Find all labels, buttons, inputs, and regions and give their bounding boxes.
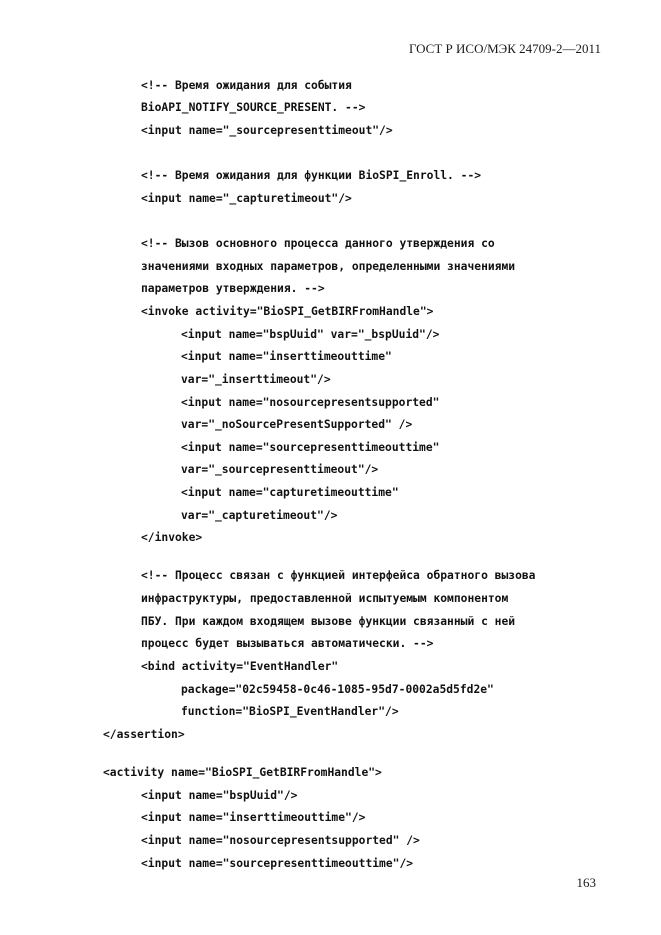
code-line: <input name="bspUuid" var="_bspUuid"/> — [181, 328, 440, 341]
code-line: <!-- Время ожидания для функции BioSPI_Enroll. --> — [141, 169, 482, 182]
code-line: var="_inserttimeout"/> — [181, 373, 331, 386]
code-line: package="02c59458-0c46-1085-95d7-0002a5d5fd2e" — [181, 683, 494, 696]
code-line: <input name="nosourcepresentsupported" /> — [141, 834, 420, 847]
code-line: <input name="_sourcepresenttimeout"/> — [141, 124, 393, 137]
code-line: <input name="sourcepresenttimeouttime"/> — [141, 857, 414, 870]
code-line: <activity name="BioSPI_GetBIRFromHandle"> — [103, 766, 382, 779]
code-line: var="_sourcepresenttimeout"/> — [181, 463, 379, 476]
code-line: <input name="nosourcepresentsupported" — [181, 396, 440, 409]
code-line: <!-- Время ожидания для события — [141, 79, 352, 92]
code-line: <input name="inserttimeouttime"/> — [141, 811, 366, 824]
code-line: <input name="_capturetimeout"/> — [141, 192, 352, 205]
code-line: <!-- Вызов основного процесса данного утверждения со — [141, 237, 495, 250]
code-line: процесс будет вызываться автоматически. --> — [141, 637, 434, 650]
code-line: значениями входных параметров, определенными значениями — [141, 260, 516, 273]
code-line: var="_capturetimeout"/> — [181, 509, 338, 522]
code-line: параметров утверждения. --> — [141, 282, 325, 295]
code-line: <!-- Процесс связан с функцией интерфейса обратного вызова — [141, 569, 536, 582]
code-line: </invoke> — [141, 531, 203, 544]
code-line: BioAPI_NOTIFY_SOURCE_PRESENT. --> — [141, 101, 366, 114]
code-line: <input name="sourcepresenttimeouttime" — [181, 441, 440, 454]
code-line: инфраструктуры, предоставленной испытуемым компонентом — [141, 592, 509, 605]
code-line: <input name="inserttimeouttime" — [181, 350, 392, 363]
code-line: <input name="bspUuid"/> — [141, 789, 298, 802]
code-line: var="_noSourcePresentSupported" /> — [181, 418, 413, 431]
code-line: <input name="capturetimeouttime" — [181, 486, 399, 499]
code-line: </assertion> — [103, 728, 185, 741]
page-number: 163 — [576, 875, 596, 890]
code-line: <bind activity="EventHandler" — [141, 660, 339, 673]
code-line: function="BioSPI_EventHandler"/> — [181, 705, 399, 718]
code-line: <invoke activity="BioSPI_GetBIRFromHandle"> — [141, 305, 434, 318]
code-line: ПБУ. При каждом входящем вызове функции связанный с ней — [141, 615, 516, 628]
page-header-standard-id: ГОСТ Р ИСО/МЭК 24709-2—2011 — [408, 41, 601, 56]
